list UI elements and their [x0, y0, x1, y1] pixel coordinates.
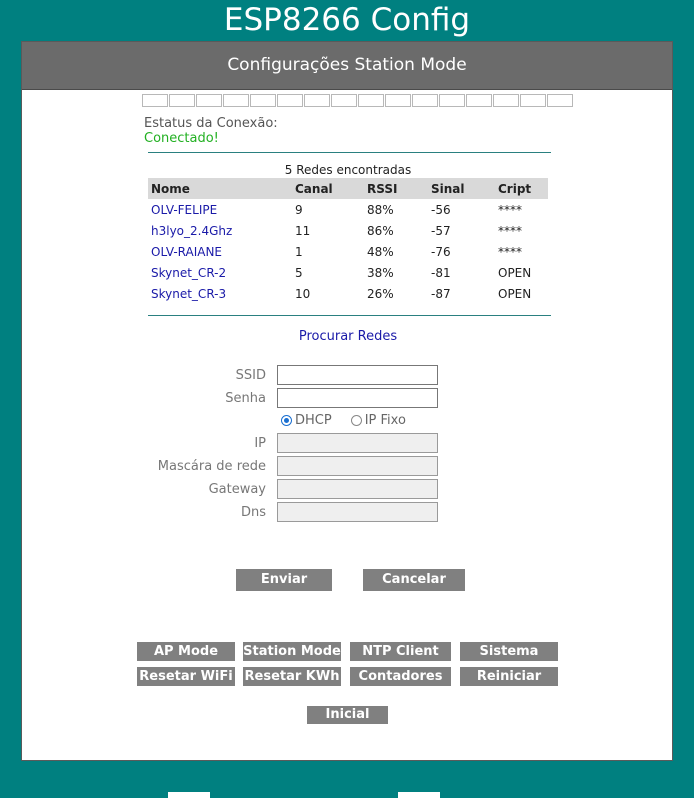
network-rssi: 48% [367, 244, 394, 259]
app-title: ESP8266 Config [223, 2, 471, 38]
network-rssi: 26% [367, 286, 394, 301]
network-sinal: -81 [431, 265, 451, 280]
dhcp-radio-label[interactable]: DHCP [295, 413, 332, 428]
signal-segment [466, 94, 492, 107]
networks-found-count: 5 Redes encontradas [284, 163, 412, 177]
contadores-button[interactable]: Contadores [350, 667, 451, 686]
signal-segment [385, 94, 411, 107]
network-rssi: 38% [367, 265, 394, 280]
ip-label: IP [254, 436, 266, 451]
signal-strength-bar [142, 94, 574, 107]
resetar-wifi-button[interactable]: Resetar WiFi [137, 667, 235, 686]
network-sinal: -76 [431, 244, 451, 259]
network-sinal: -56 [431, 202, 451, 217]
dns-input[interactable] [277, 502, 438, 522]
ip-fixo-radio[interactable] [351, 415, 362, 426]
table-row [148, 283, 548, 304]
senha-input[interactable] [277, 388, 438, 408]
network-cript: **** [498, 223, 522, 238]
cancelar-button[interactable]: Cancelar [363, 569, 465, 591]
signal-segment [277, 94, 303, 107]
signal-segment [142, 94, 168, 107]
column-header-sinal: Sinal [428, 178, 495, 199]
signal-segment [358, 94, 384, 107]
mascara-label: Mascára de rede [157, 459, 266, 474]
ip-input[interactable] [277, 433, 438, 453]
signal-segment [520, 94, 546, 107]
network-sinal: -57 [431, 223, 451, 238]
scan-networks-link[interactable]: Procurar Redes [298, 329, 398, 344]
signal-segment [439, 94, 465, 107]
gateway-label: Gateway [208, 482, 266, 497]
signal-segment [196, 94, 222, 107]
network-ssid-link[interactable]: OLV-FELIPE [151, 202, 218, 217]
network-canal: 10 [295, 286, 311, 301]
column-header-cript: Cript [495, 178, 548, 199]
senha-label: Senha [225, 391, 266, 406]
signal-segment [547, 94, 573, 107]
network-rssi: 88% [367, 202, 394, 217]
inicial-button[interactable]: Inicial [307, 706, 388, 724]
enviar-button[interactable]: Enviar [236, 569, 332, 591]
connection-status-label: Estatus da Conexão: [144, 116, 278, 131]
sistema-button[interactable]: Sistema [460, 642, 558, 661]
panel-title: Configurações Station Mode [22, 42, 672, 90]
network-cript: **** [498, 244, 522, 259]
network-sinal: -87 [431, 286, 451, 301]
network-canal: 9 [295, 202, 303, 217]
table-row [148, 220, 548, 241]
divider [148, 152, 551, 153]
gateway-input[interactable] [277, 479, 438, 499]
network-cript: OPEN [498, 286, 532, 301]
dns-label: Dns [240, 505, 266, 520]
network-cript: **** [498, 202, 522, 217]
ip-mode-radio-group [281, 413, 425, 428]
network-ssid-link[interactable]: h3lyo_2.4Ghz [151, 223, 233, 238]
ssid-input[interactable] [277, 365, 438, 385]
network-cript: OPEN [498, 265, 532, 280]
signal-segment [223, 94, 249, 107]
network-canal: 11 [295, 223, 311, 238]
dhcp-radio[interactable] [281, 415, 292, 426]
table-row [148, 241, 548, 262]
column-header-canal: Canal [292, 178, 364, 199]
footer-decoration [168, 792, 210, 798]
station-mode-button[interactable]: Station Mode [243, 644, 341, 659]
ip-fixo-radio-label[interactable]: IP Fixo [364, 413, 406, 428]
network-canal: 1 [295, 244, 303, 259]
config-panel [21, 41, 673, 761]
network-ssid-link[interactable]: Skynet_CR-2 [151, 265, 227, 280]
ssid-label: SSID [235, 368, 266, 383]
signal-segment [250, 94, 276, 107]
signal-segment [493, 94, 519, 107]
table-header-row [148, 178, 548, 199]
resetar-kwh-button[interactable]: Resetar KWh [244, 669, 340, 684]
ntp-client-button[interactable]: NTP Client [350, 642, 451, 661]
table-row [148, 199, 548, 220]
network-canal: 5 [295, 265, 303, 280]
connection-status-value: Conectado! [144, 131, 219, 146]
column-header-rssi: RSSI [364, 178, 428, 199]
signal-segment [304, 94, 330, 107]
signal-segment [331, 94, 357, 107]
signal-segment [169, 94, 195, 107]
reiniciar-button[interactable]: Reiniciar [460, 667, 558, 686]
ap-mode-button[interactable]: AP Mode [137, 642, 235, 661]
network-ssid-link[interactable]: OLV-RAIANE [151, 244, 223, 259]
mascara-input[interactable] [277, 456, 438, 476]
column-header-nome: Nome [148, 178, 292, 199]
divider [148, 315, 551, 316]
network-rssi: 86% [367, 223, 394, 238]
network-ssid-link[interactable]: Skynet_CR-3 [151, 286, 227, 301]
table-row [148, 262, 548, 283]
footer-decoration [398, 792, 440, 798]
signal-segment [412, 94, 438, 107]
networks-table [148, 178, 548, 304]
